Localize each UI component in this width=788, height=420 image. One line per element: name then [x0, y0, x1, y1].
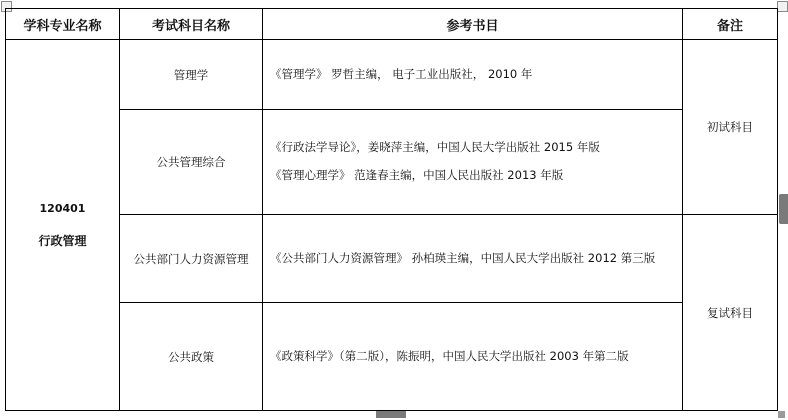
bottom-resize-tab[interactable] [376, 410, 406, 418]
syllabus-table [5, 8, 778, 411]
book-entry: 《行政法学导论》，姜晓萍主编，中国人民大学出版社 2015 年版 [270, 140, 600, 155]
header-major: 学科专业名称 [6, 9, 120, 40]
header-subject: 考试科目名称 [120, 9, 263, 40]
book-entry: 《政策科学》（第二版），陈振明，中国人民大学出版社 2003 年第二版 [270, 348, 629, 363]
book-entry: 《管理心理学》 范逢春主编，中国人民出版社 2013 年版 [270, 168, 564, 182]
note-retest: 复试科目 [683, 215, 778, 411]
table-row [6, 303, 778, 411]
table-row [6, 40, 778, 110]
note-initial: 初试科目 [683, 40, 778, 215]
books-cell [263, 303, 683, 411]
major-name: 行政管理 [38, 233, 87, 248]
books-cell [263, 215, 683, 303]
table-row [6, 110, 778, 215]
major-code: 120401 [39, 201, 86, 215]
subject-cell: 公共部门人力资源管理 [120, 215, 263, 303]
header-row [6, 9, 778, 40]
books-cell [263, 40, 683, 110]
side-resize-tab[interactable] [779, 194, 788, 224]
major-cell [6, 40, 120, 411]
book-entry: 《公共部门人力资源管理》 孙柏瑛主编，中国人民大学出版社 2012 第三版 [270, 250, 656, 265]
book-entry: 《管理学》 罗哲主编， 电子工业出版社， 2010 年 [270, 66, 533, 81]
subject-cell: 公共政策 [120, 303, 263, 411]
header-note: 备注 [683, 9, 778, 40]
corner-resize-handle[interactable] [778, 411, 785, 418]
table-row [6, 215, 778, 303]
subject-cell: 管理学 [120, 40, 263, 110]
header-books: 参考书目 [263, 9, 683, 40]
subject-cell: 公共管理综合 [120, 110, 263, 215]
books-cell [263, 110, 683, 215]
resize-handle-top-right[interactable] [777, 1, 788, 12]
